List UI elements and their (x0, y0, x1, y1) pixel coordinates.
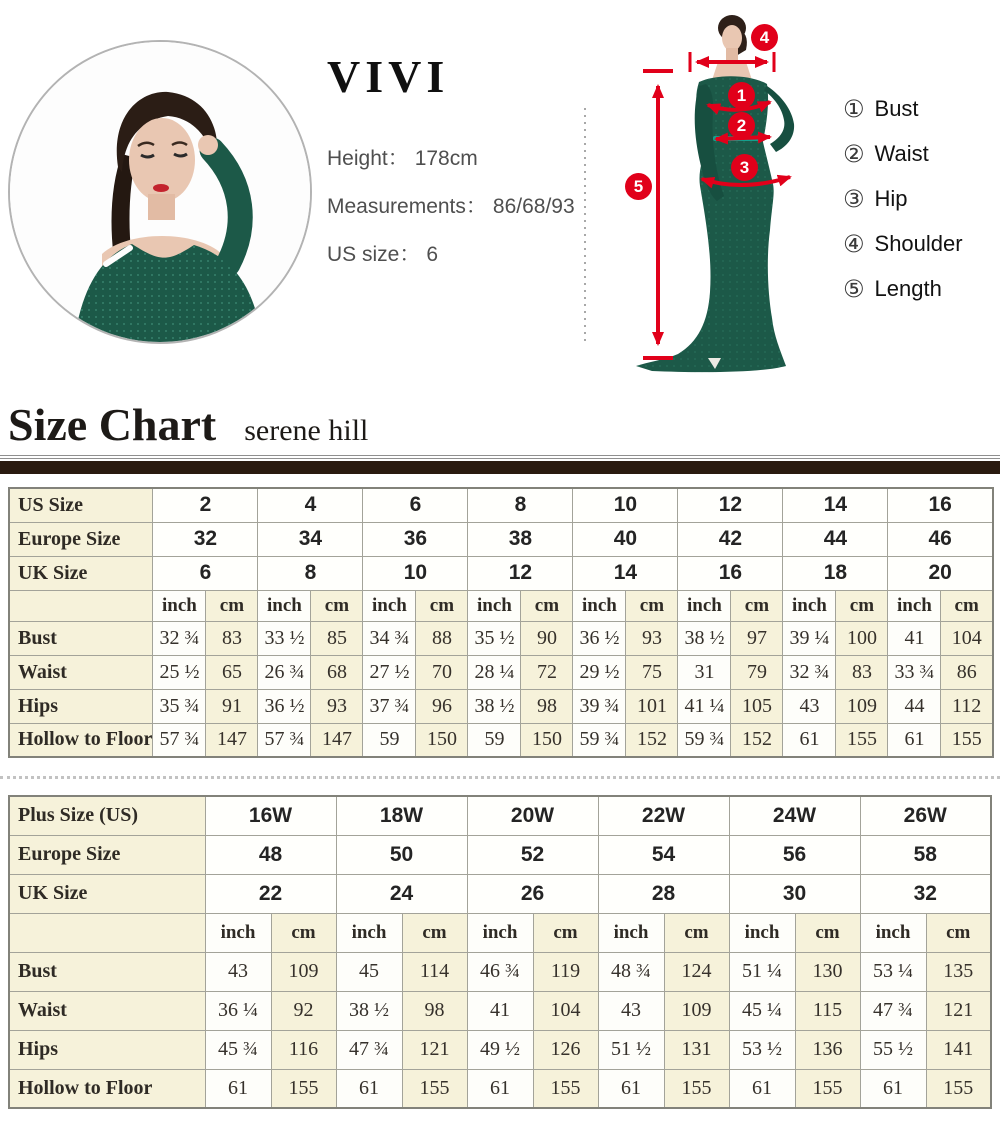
measure-cm-cell: 141 (926, 1030, 991, 1069)
measure-cm-cell: 119 (533, 952, 598, 991)
measure-inch-cell: 45 ¼ (729, 991, 795, 1030)
measure-cm-cell: 98 (521, 689, 573, 723)
measure-inch-cell: 36 ¼ (205, 991, 271, 1030)
measure-cm-cell: 97 (731, 621, 783, 655)
size-value-cell: 28 (598, 874, 729, 913)
unit-inch-cell: inch (860, 913, 926, 952)
marker-shoulder: 4 (751, 24, 778, 51)
measure-inch-cell: 61 (783, 723, 836, 757)
unit-cm-cell: cm (416, 590, 468, 621)
size-value-cell: 44 (783, 522, 888, 556)
measure-inch-cell: 41 ¼ (678, 689, 731, 723)
measure-cm-cell: 70 (416, 655, 468, 689)
measure-cm-cell: 86 (941, 655, 993, 689)
measure-inch-cell: 53 ¼ (860, 952, 926, 991)
measure-inch-cell: 34 ¾ (363, 621, 416, 655)
profile-us-size (327, 238, 575, 286)
measure-cm-cell: 116 (271, 1030, 336, 1069)
row-label-cell: Hollow to Floor (9, 1069, 205, 1108)
measure-cm-cell: 126 (533, 1030, 598, 1069)
measure-legend (843, 86, 963, 311)
size-value-cell: 32 (153, 522, 258, 556)
unit-inch-cell: inch (783, 590, 836, 621)
measure-cm-cell: 109 (664, 991, 729, 1030)
legend-label: Hip (874, 185, 908, 211)
size-value-cell: 10 (363, 556, 468, 590)
measure-inch-cell: 61 (729, 1069, 795, 1108)
measure-cm-cell: 114 (402, 952, 467, 991)
unit-inch-cell: inch (336, 913, 402, 952)
measure-cm-cell: 92 (271, 991, 336, 1030)
legend-label: Waist (874, 140, 929, 166)
measure-inch-cell: 57 ¾ (153, 723, 206, 757)
standard-size-table (8, 487, 994, 758)
legend-item-waist (843, 131, 963, 176)
measure-inch-cell: 31 (678, 655, 731, 689)
size-value-cell: 48 (205, 835, 336, 874)
profile-height (327, 142, 575, 190)
size-value-cell: 40 (573, 522, 678, 556)
row-label-cell: Plus Size (US) (9, 796, 205, 835)
row-label-cell: US Size (9, 488, 153, 522)
size-value-cell: 56 (729, 835, 860, 874)
profile-us-size-value: 6 (426, 243, 439, 266)
measure-inch-cell: 35 ¾ (153, 689, 206, 723)
measure-cm-cell: 155 (271, 1069, 336, 1108)
row-label-cell: Waist (9, 991, 205, 1030)
circled-1-icon: ① (843, 94, 865, 123)
unit-cm-cell: cm (626, 590, 678, 621)
measure-inch-cell: 43 (598, 991, 664, 1030)
measure-inch-cell: 25 ½ (153, 655, 206, 689)
size-value-cell: 10 (573, 488, 678, 522)
size-header-row (9, 488, 993, 522)
unit-inch-cell: inch (205, 913, 271, 952)
size-value-cell: 20 (888, 556, 993, 590)
measure-inch-cell: 45 (336, 952, 402, 991)
measure-cm-cell: 104 (941, 621, 993, 655)
size-header-row (9, 796, 991, 835)
unit-cm-cell: cm (402, 913, 467, 952)
unit-inch-cell: inch (468, 590, 521, 621)
size-value-cell: 8 (468, 488, 573, 522)
profile-measurements-value: 86/68/93 (492, 195, 575, 218)
size-value-cell: 22W (598, 796, 729, 835)
legend-label: Shoulder (874, 230, 963, 256)
size-value-cell: 24 (336, 874, 467, 913)
measure-cm-cell: 147 (311, 723, 363, 757)
size-value-cell: 36 (363, 522, 468, 556)
unit-inch-cell: inch (258, 590, 311, 621)
section-heading (8, 398, 368, 451)
model-photo (8, 40, 312, 344)
measure-inch-cell: 38 ½ (336, 991, 402, 1030)
row-label-cell: Hollow to Floor (9, 723, 153, 757)
unit-cm-cell: cm (731, 590, 783, 621)
measure-cm-cell: 155 (664, 1069, 729, 1108)
measure-cm-cell: 155 (926, 1069, 991, 1108)
measure-inch-cell: 59 ¾ (573, 723, 626, 757)
measure-cm-cell: 124 (664, 952, 729, 991)
size-value-cell: 52 (467, 835, 598, 874)
measure-cm-cell: 135 (926, 952, 991, 991)
measure-cm-cell: 83 (836, 655, 888, 689)
divider-line (0, 458, 1000, 459)
measure-cm-cell: 147 (206, 723, 258, 757)
size-value-cell: 32 (860, 874, 991, 913)
measure-inch-cell: 44 (888, 689, 941, 723)
measure-cm-cell: 72 (521, 655, 573, 689)
marker-hip: 3 (731, 154, 758, 181)
measure-inch-cell: 45 ¾ (205, 1030, 271, 1069)
row-label-cell: Waist (9, 655, 153, 689)
measure-cm-cell: 136 (795, 1030, 860, 1069)
size-value-cell: 20W (467, 796, 598, 835)
marker-length: 5 (625, 173, 652, 200)
measure-cm-cell: 75 (626, 655, 678, 689)
measure-inch-cell: 32 ¾ (153, 621, 206, 655)
legend-label: Length (874, 275, 942, 301)
measure-inch-cell: 29 ½ (573, 655, 626, 689)
circled-3-icon: ③ (843, 184, 865, 213)
measure-cm-cell: 155 (836, 723, 888, 757)
measure-inch-cell: 51 ¼ (729, 952, 795, 991)
page-title: Size Chart (8, 399, 217, 450)
size-value-cell: 8 (258, 556, 363, 590)
measure-inch-cell: 35 ½ (468, 621, 521, 655)
row-label-cell: UK Size (9, 556, 153, 590)
measure-inch-cell: 59 ¾ (678, 723, 731, 757)
size-value-cell: 34 (258, 522, 363, 556)
measure-inch-cell: 51 ½ (598, 1030, 664, 1069)
measure-cm-cell: 85 (311, 621, 363, 655)
measure-cm-cell: 83 (206, 621, 258, 655)
measure-inch-cell: 46 ¾ (467, 952, 533, 991)
measure-cm-cell: 90 (521, 621, 573, 655)
legend-item-length (843, 266, 963, 311)
measure-inch-cell: 41 (888, 621, 941, 655)
measure-inch-cell: 38 ½ (468, 689, 521, 723)
measure-inch-cell: 48 ¾ (598, 952, 664, 991)
measure-inch-cell: 37 ¾ (363, 689, 416, 723)
size-header-row (9, 556, 993, 590)
measure-row (9, 621, 993, 655)
measure-row (9, 991, 991, 1030)
row-label-cell: Hips (9, 689, 153, 723)
size-value-cell: 16 (678, 556, 783, 590)
row-label-cell: UK Size (9, 874, 205, 913)
size-value-cell: 16 (888, 488, 993, 522)
measure-cm-cell: 115 (795, 991, 860, 1030)
profile-measurements-label: Measurements： (327, 195, 487, 218)
unit-cm-cell: cm (795, 913, 860, 952)
size-value-cell: 6 (363, 488, 468, 522)
model-portrait-illustration (10, 42, 310, 342)
size-header-row (9, 522, 993, 556)
size-value-cell: 6 (153, 556, 258, 590)
measure-row (9, 723, 993, 757)
measure-cm-cell: 150 (521, 723, 573, 757)
unit-cm-cell: cm (206, 590, 258, 621)
measure-inch-cell: 57 ¾ (258, 723, 311, 757)
measure-inch-cell: 38 ½ (678, 621, 731, 655)
measure-inch-cell: 28 ¼ (468, 655, 521, 689)
measure-inch-cell: 47 ¾ (336, 1030, 402, 1069)
measure-inch-cell: 53 ½ (729, 1030, 795, 1069)
empty-label-cell (9, 913, 205, 952)
size-value-cell: 30 (729, 874, 860, 913)
measure-inch-cell: 59 (468, 723, 521, 757)
measure-cm-cell: 91 (206, 689, 258, 723)
measure-row (9, 952, 991, 991)
model-profile (327, 142, 575, 286)
size-value-cell: 4 (258, 488, 363, 522)
measure-inch-cell: 61 (598, 1069, 664, 1108)
row-label-cell: Europe Size (9, 522, 153, 556)
row-label-cell: Europe Size (9, 835, 205, 874)
profile-height-value: 178cm (414, 147, 478, 170)
page-subtitle: serene hill (244, 414, 369, 447)
marker-waist: 2 (728, 112, 755, 139)
row-label-cell: Bust (9, 621, 153, 655)
size-value-cell: 2 (153, 488, 258, 522)
size-value-cell: 26 (467, 874, 598, 913)
measure-inch-cell: 47 ¾ (860, 991, 926, 1030)
measure-inch-cell: 36 ½ (573, 621, 626, 655)
unit-inch-cell: inch (888, 590, 941, 621)
unit-header-row (9, 590, 993, 621)
size-value-cell: 24W (729, 796, 860, 835)
measure-cm-cell: 155 (941, 723, 993, 757)
measure-inch-cell: 55 ½ (860, 1030, 926, 1069)
size-header-row (9, 874, 991, 913)
profile-measurements (327, 190, 575, 238)
unit-cm-cell: cm (926, 913, 991, 952)
measure-cm-cell: 93 (311, 689, 363, 723)
measure-inch-cell: 61 (860, 1069, 926, 1108)
measure-cm-cell: 155 (402, 1069, 467, 1108)
circled-4-icon: ④ (843, 229, 865, 258)
measure-cm-cell: 100 (836, 621, 888, 655)
measure-inch-cell: 36 ½ (258, 689, 311, 723)
measure-inch-cell: 33 ¾ (888, 655, 941, 689)
dotted-separator (0, 776, 1000, 779)
measure-inch-cell: 61 (205, 1069, 271, 1108)
divider-bar (0, 461, 1000, 474)
measure-cm-cell: 98 (402, 991, 467, 1030)
profile-height-label: Height： (327, 147, 409, 170)
plus-size-table (8, 795, 992, 1109)
legend-item-bust (843, 86, 963, 131)
measure-cm-cell: 121 (926, 991, 991, 1030)
empty-label-cell (9, 590, 153, 621)
measure-cm-cell: 104 (533, 991, 598, 1030)
size-value-cell: 16W (205, 796, 336, 835)
unit-inch-cell: inch (573, 590, 626, 621)
measure-row (9, 1069, 991, 1108)
measure-cm-cell: 112 (941, 689, 993, 723)
size-value-cell: 18W (336, 796, 467, 835)
size-value-cell: 38 (468, 522, 573, 556)
measure-inch-cell: 39 ¼ (783, 621, 836, 655)
measure-cm-cell: 79 (731, 655, 783, 689)
measure-cm-cell: 101 (626, 689, 678, 723)
size-value-cell: 58 (860, 835, 991, 874)
size-header-row (9, 835, 991, 874)
unit-inch-cell: inch (363, 590, 416, 621)
size-value-cell: 42 (678, 522, 783, 556)
size-value-cell: 46 (888, 522, 993, 556)
circled-2-icon: ② (843, 139, 865, 168)
measure-inch-cell: 41 (467, 991, 533, 1030)
unit-cm-cell: cm (271, 913, 336, 952)
measure-cm-cell: 88 (416, 621, 468, 655)
unit-cm-cell: cm (311, 590, 363, 621)
size-value-cell: 14 (573, 556, 678, 590)
size-value-cell: 26W (860, 796, 991, 835)
legend-label: Bust (874, 95, 919, 121)
unit-cm-cell: cm (521, 590, 573, 621)
unit-cm-cell: cm (664, 913, 729, 952)
legend-item-hip (843, 176, 963, 221)
unit-inch-cell: inch (598, 913, 664, 952)
measure-inch-cell: 43 (205, 952, 271, 991)
measure-cm-cell: 68 (311, 655, 363, 689)
measure-inch-cell: 61 (888, 723, 941, 757)
size-value-cell: 12 (678, 488, 783, 522)
measure-inch-cell: 61 (336, 1069, 402, 1108)
size-value-cell: 18 (783, 556, 888, 590)
measure-cm-cell: 109 (271, 952, 336, 991)
measure-cm-cell: 155 (533, 1069, 598, 1108)
measure-inch-cell: 39 ¾ (573, 689, 626, 723)
profile-us-size-label: US size： (327, 243, 421, 266)
unit-inch-cell: inch (729, 913, 795, 952)
measure-inch-cell: 49 ½ (467, 1030, 533, 1069)
unit-inch-cell: inch (467, 913, 533, 952)
measure-inch-cell: 27 ½ (363, 655, 416, 689)
measure-cm-cell: 65 (206, 655, 258, 689)
unit-inch-cell: inch (153, 590, 206, 621)
measure-cm-cell: 152 (626, 723, 678, 757)
unit-cm-cell: cm (941, 590, 993, 621)
measure-inch-cell: 32 ¾ (783, 655, 836, 689)
measure-cm-cell: 93 (626, 621, 678, 655)
unit-inch-cell: inch (678, 590, 731, 621)
measure-row (9, 689, 993, 723)
unit-header-row (9, 913, 991, 952)
measure-inch-cell: 26 ¾ (258, 655, 311, 689)
measure-cm-cell: 109 (836, 689, 888, 723)
size-value-cell: 12 (468, 556, 573, 590)
marker-bust: 1 (728, 82, 755, 109)
measure-cm-cell: 150 (416, 723, 468, 757)
row-label-cell: Bust (9, 952, 205, 991)
size-value-cell: 14 (783, 488, 888, 522)
unit-cm-cell: cm (836, 590, 888, 621)
row-label-cell: Hips (9, 1030, 205, 1069)
circled-5-icon: ⑤ (843, 274, 865, 303)
legend-item-shoulder (843, 221, 963, 266)
size-value-cell: 50 (336, 835, 467, 874)
measure-cm-cell: 131 (664, 1030, 729, 1069)
measure-inch-cell: 61 (467, 1069, 533, 1108)
measure-cm-cell: 96 (416, 689, 468, 723)
unit-cm-cell: cm (533, 913, 598, 952)
measure-cm-cell: 130 (795, 952, 860, 991)
measure-cm-cell: 152 (731, 723, 783, 757)
measure-inch-cell: 33 ½ (258, 621, 311, 655)
measure-cm-cell: 105 (731, 689, 783, 723)
size-value-cell: 22 (205, 874, 336, 913)
measure-inch-cell: 43 (783, 689, 836, 723)
divider-line (0, 455, 1000, 456)
measure-cm-cell: 155 (795, 1069, 860, 1108)
size-value-cell: 54 (598, 835, 729, 874)
brand-name: VIVI (327, 51, 450, 102)
measure-cm-cell: 121 (402, 1030, 467, 1069)
measure-row (9, 1030, 991, 1069)
measure-inch-cell: 59 (363, 723, 416, 757)
measure-row (9, 655, 993, 689)
